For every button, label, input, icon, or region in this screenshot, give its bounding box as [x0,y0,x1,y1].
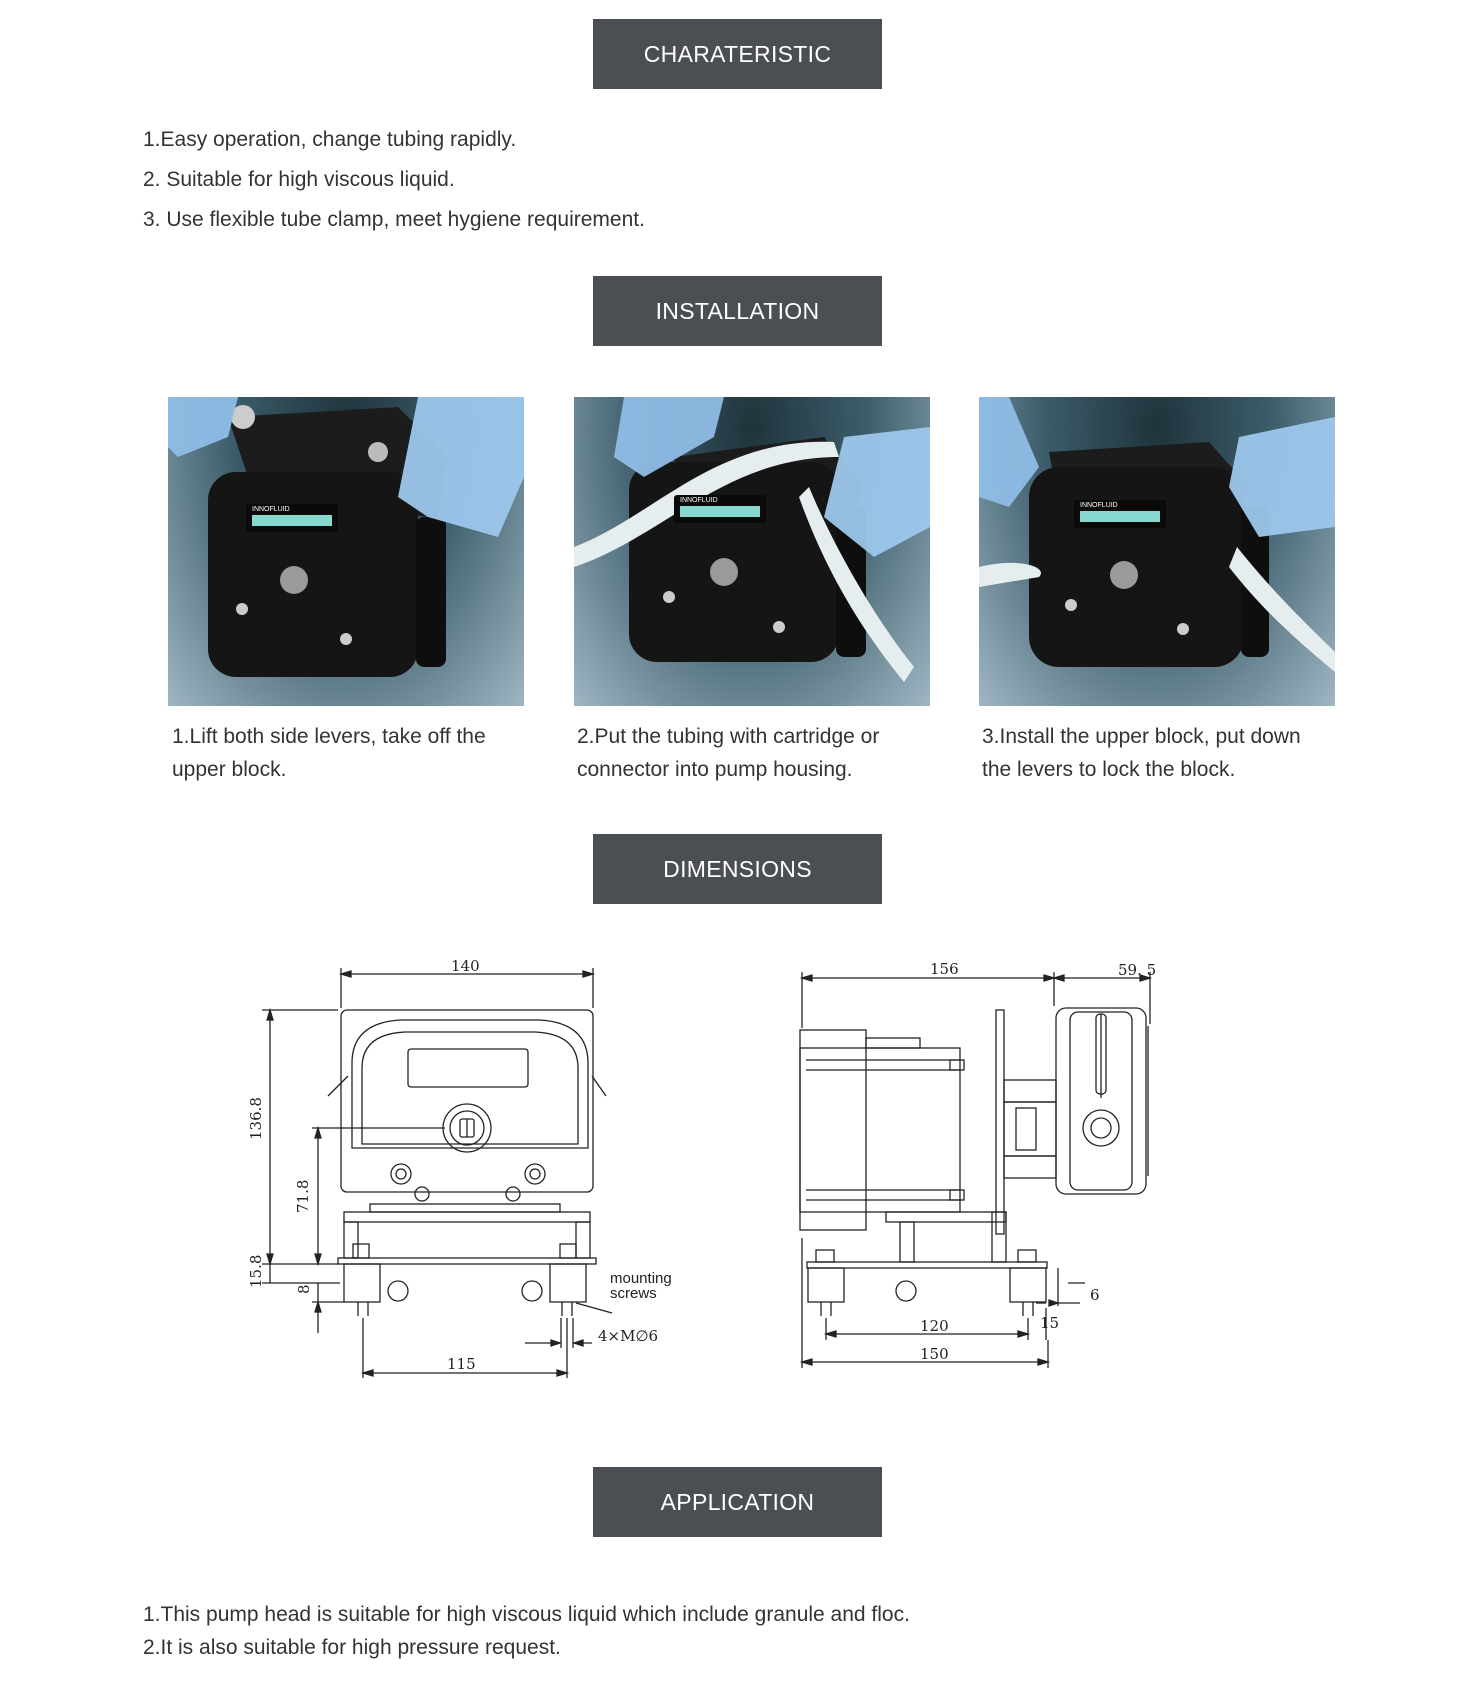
dim-side-edge-offset: 15 [1040,1314,1060,1332]
dim-side-plate-thickness: 6 [1090,1286,1100,1304]
caption-line: 2.Put the tubing with cartridge or [577,725,880,748]
section-title: APPLICATION [593,1467,882,1537]
dimension-drawing [240,948,1240,1398]
installation-photo-3 [979,397,1335,706]
dim-side-base-length: 150 [920,1345,949,1363]
dim-front-screw-length: 8 [295,1284,313,1294]
caption-line: the levers to lock the block. [982,758,1236,781]
svg-text:INNOFLUID: INNOFLUID [680,497,718,504]
installation-caption-3 [982,720,1352,786]
section-banner-dimensions [593,834,882,904]
svg-text:INNOFLUID: INNOFLUID [252,506,290,513]
dim-front-base-height: 15.8 [247,1254,265,1288]
dim-front-hole-spacing: 115 [447,1355,476,1373]
section-title: DIMENSIONS [593,834,882,904]
application-item: 1.This pump head is suitable for high viscous liquid which include granule and floc. [143,1603,910,1626]
section-banner-installation [593,276,882,346]
front-view [262,968,612,1378]
installation-caption-2 [577,720,947,786]
dim-side-hole-spacing: 120 [920,1317,949,1335]
characteristic-item: 1.Easy operation, change tubing rapidly. [143,128,517,151]
installation-photo-1 [168,397,524,706]
caption-line: 3.Install the upper block, put down [982,725,1301,748]
mounting-screws-label-2: screws [610,1285,657,1302]
dim-front-height: 136.8 [247,1097,265,1140]
dim-screw-spec: 4×M∅6 [598,1327,659,1345]
dim-side-head-depth: 59. 5 [1118,961,1157,979]
characteristic-item: 3. Use flexible tube clamp, meet hygiene requirement. [143,208,645,231]
installation-caption-1 [172,720,542,786]
section-title: INSTALLATION [593,276,882,346]
side-view [800,972,1150,1368]
application-item: 2.It is also suitable for high pressure request. [143,1636,561,1659]
dim-side-length: 156 [930,960,959,978]
characteristic-item: 2. Suitable for high viscous liquid. [143,168,455,191]
caption-line: connector into pump housing. [577,758,853,781]
section-title: CHARATERISTIC [593,19,882,89]
caption-line: upper block. [172,758,287,781]
section-banner-characteristic [593,19,882,89]
section-banner-application [593,1467,882,1537]
dim-front-width: 140 [451,957,480,975]
mounting-screws-label-1: mounting [610,1270,672,1287]
dim-front-shaft-height: 71.8 [294,1179,312,1213]
caption-line: 1.Lift both side levers, take off the [172,725,486,748]
installation-photo-2 [574,397,930,706]
svg-text:INNOFLUID: INNOFLUID [1080,502,1118,509]
